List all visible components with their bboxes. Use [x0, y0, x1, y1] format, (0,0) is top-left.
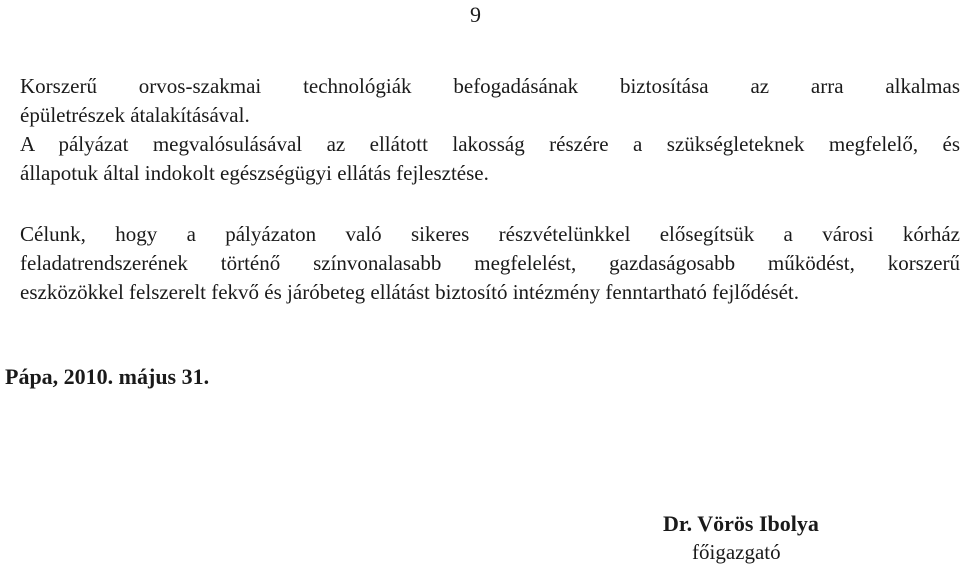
paragraph-line: épületrészek átalakításával. — [20, 103, 250, 127]
place-and-date: Pápa, 2010. május 31. — [5, 364, 210, 389]
paragraph-line: eszközökkel felszerelt fekvő és járóbeteg ellátást biztosító intézmény fenntartható fejlődését. — [20, 280, 800, 304]
paragraph-line: Célunk, hogy a pályázaton való sikeres részvételünkkel elősegítsük a városi kórház — [20, 222, 960, 246]
paragraph-outcome — [20, 130, 960, 188]
signer-title: főigazgató — [692, 540, 781, 564]
paragraph-goal — [20, 220, 960, 307]
paragraph-line: A pályázat megvalósulásával az ellátott lakosság részére a szükségleteknek megfelelő, és — [20, 132, 960, 156]
paragraph-line: feladatrendszerének történő színvonalasabb megfelelést, gazdaságosabb működést, korszerű — [20, 251, 960, 275]
paragraph-line: állapotuk által indokolt egészségügyi ellátás fejlesztése. — [20, 161, 489, 185]
paragraph-line: Korszerű orvos-szakmai technológiák befogadásának biztosítása az arra alkalmas — [20, 74, 960, 98]
page-number: 9 — [470, 2, 481, 27]
signer-name: Dr. Vörös Ibolya — [663, 511, 819, 536]
paragraph-technology — [20, 72, 960, 130]
